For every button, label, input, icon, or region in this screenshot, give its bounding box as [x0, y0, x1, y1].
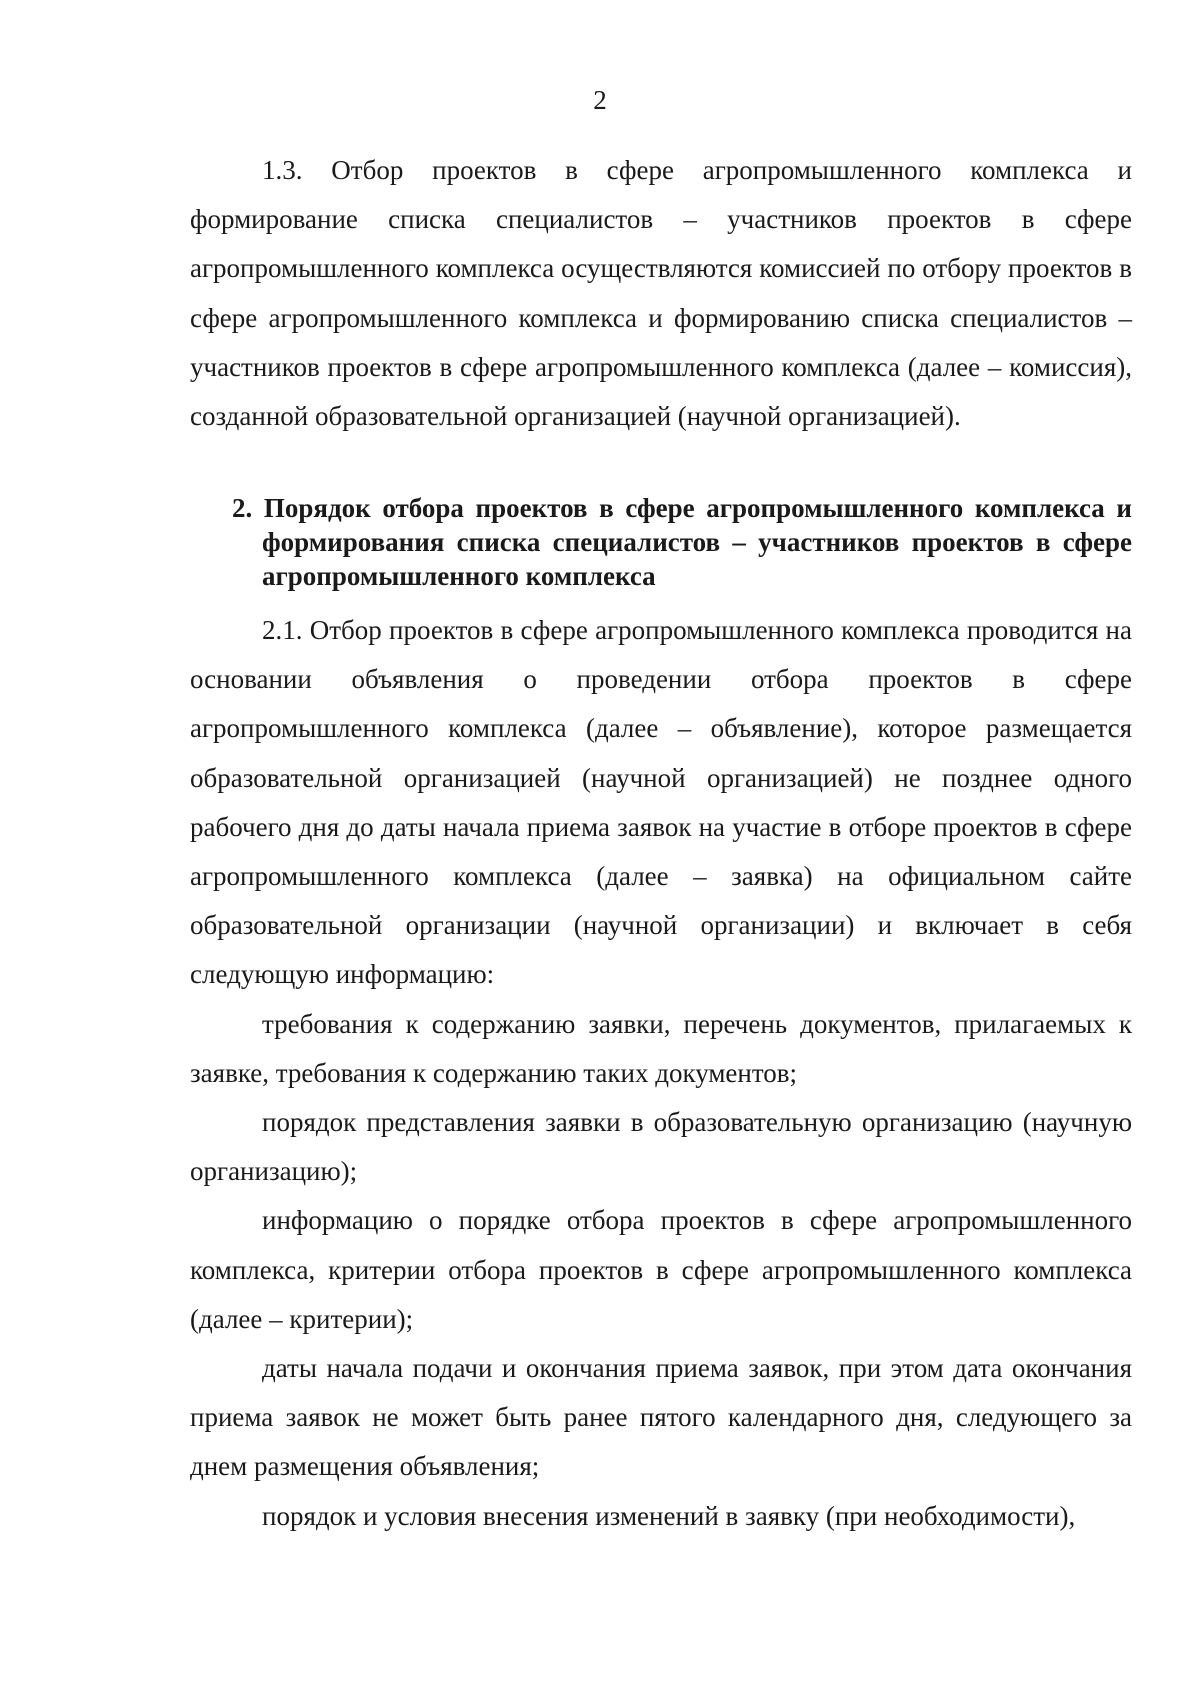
section-2-body	[190, 606, 1132, 1541]
paragraph-2-1: 2.1. Отбор проектов в сфере агропромышленного комплекса проводится на основании объявления о проведении отбора проектов в сфере агропромышленного комплекса (далее – объявление), которое размещается образовательной организацией (научной организацией) не позднее одного рабочего дня до даты начала приема заявок на участие в отборе проектов в сфере агропромышленного комплекса (далее – заявка) на официальном сайте образовательной организации (научной организации) и включает в себя следующую информацию:	[190, 615, 1132, 990]
section-1-body	[190, 146, 1132, 441]
list-item-selection-info: информацию о порядке отбора проектов в сфере агропромышленного комплекса, критерии отбора проектов в сфере агропромышленного комплекса (далее – критерии);	[190, 1205, 1132, 1334]
page-number: 2	[593, 85, 607, 115]
list-item-dates: даты начала подачи и окончания приема заявок, при этом дата окончания приема заявок не может быть ранее пятого календарного дня, следующего за днем размещения объявления;	[190, 1353, 1132, 1482]
section-2-heading-block	[190, 491, 1132, 593]
list-item-requirements: требования к содержанию заявки, перечень документов, прилагаемых к заявке, требования к содержанию таких документов;	[190, 1008, 1132, 1088]
list-item-changes: порядок и условия внесения изменений в заявку (при необходимости),	[262, 1500, 1076, 1531]
section-2-heading: 2. Порядок отбора проектов в сфере агропромышленного комплекса и формирования списка специалистов – участников проектов в сфере агропромышленного комплекса	[232, 493, 1132, 591]
paragraph-1-3: 1.3. Отбор проектов в сфере агропромышленного комплекса и формирование списка специалистов – участников проектов в сфере агропромышленного комплекса осуществляются комиссией по отбору проектов в сфере агропромышленного комплекса и формированию списка специалистов – участников проектов в сфере агропромышленного комплекса (далее – комиссия), созданной образовательной организацией (научной организацией).	[190, 155, 1132, 432]
list-item-submission-order: порядок представления заявки в образовательную организацию (научную организацию);	[190, 1107, 1132, 1187]
